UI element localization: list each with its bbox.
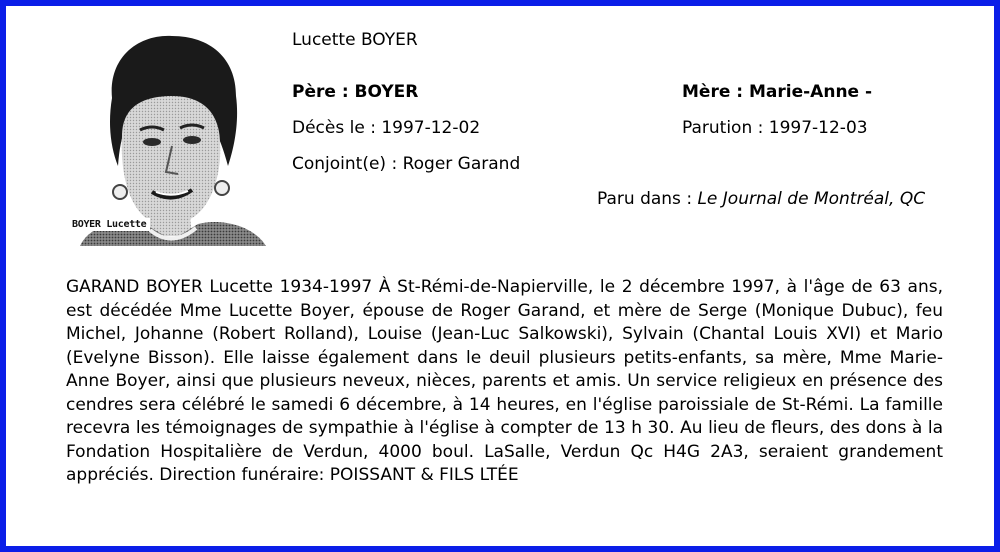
mother-value: Marie-Anne - (749, 82, 873, 102)
portrait-photo (60, 26, 274, 246)
spouse-field (292, 152, 520, 176)
obituary-text: GARAND BOYER Lucette 1934-1997 À St-Rémi-de-Napierville, le 2 décembre 1997, à l'âge de 63 ans, est décédée Mme Lucette Boyer, épouse de Roger Garand, et mère de Serge (Monique Dubuc), feu Michel, Johanne (Robert Rolland), Louise (Jean-Luc Salkowski), Sylvain (Chantal Louis XVI) et Mario (Evelyne Bisson). Elle laisse également dans le deuil plusieurs petits-enfants, sa mère, Mme Marie-Anne Boyer, ainsi que plusieurs neveux, nièces, parents et amis. Un service religieux en présence des cendres sera célébré le samedi 6 décembre, à 14 heures, en l'église paroissiale de St-Rémi. La famille recevra les témoignages de sympathie à l'église à compter de 13 h 30. Au lieu de fleurs, des dons à la Fondation Hospitalière de Verdun, 4000 boul. LaSalle, Verdun Qc H4G 2A3, seraient grandement appréciés. Direction funéraire: POISSANT & FILS LTÉE (66, 277, 943, 485)
father-label: Père : (292, 82, 355, 102)
death-date-field (292, 116, 480, 140)
publication-date-field (682, 116, 868, 140)
father-field (292, 80, 418, 104)
mother-label: Mère : (682, 82, 749, 102)
published-in-label: Paru dans : (597, 189, 698, 209)
publication-date-label: Parution : (682, 118, 769, 138)
death-date-value: 1997-12-02 (381, 118, 481, 138)
photo-caption: BOYER Lucette (68, 218, 150, 231)
published-in-field (597, 187, 925, 211)
spouse-value: Roger Garand (402, 154, 521, 174)
published-in-value: Le Journal de Montréal, QC (697, 189, 926, 209)
deceased-name: Lucette BOYER (292, 30, 418, 50)
spouse-label: Conjoint(e) : (292, 154, 403, 174)
father-value: BOYER (354, 82, 419, 102)
death-date-label: Décès le : (292, 118, 382, 138)
mother-field (682, 80, 872, 104)
publication-date-value: 1997-12-03 (768, 118, 868, 138)
